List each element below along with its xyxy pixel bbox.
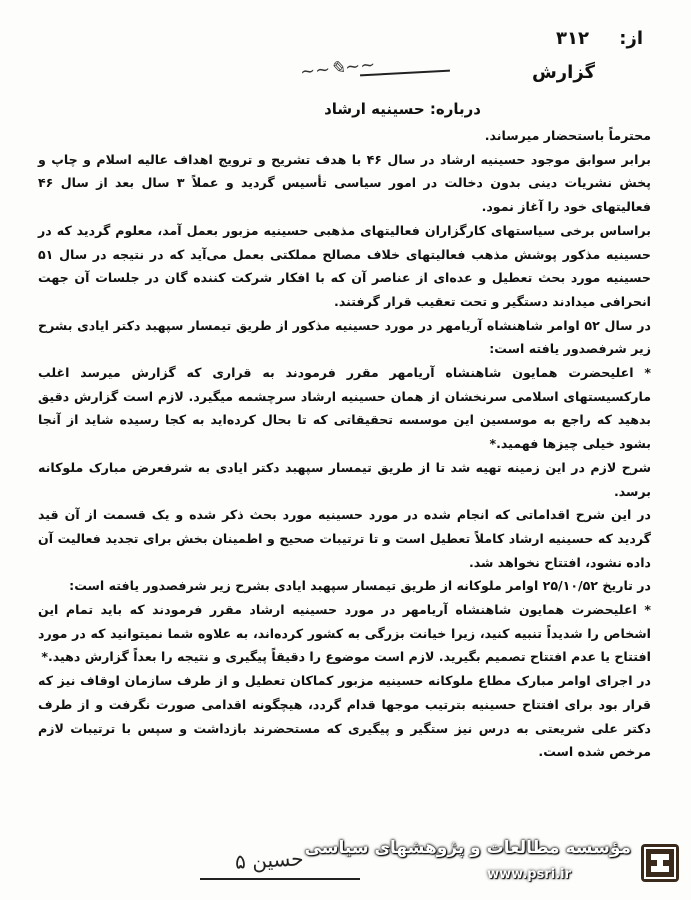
institute-logo-icon bbox=[641, 844, 679, 882]
watermark-url: www.psri.ir bbox=[487, 867, 571, 882]
subject-line: درباره: حسینیه ارشاد bbox=[324, 100, 481, 118]
header-from bbox=[556, 28, 643, 49]
paragraph: شرح لازم در این زمینه تهیه شد تا از طریق تیمسار سپهبد دکتر ایادی به شرفعرض مبارک ملوکانه برسد. bbox=[38, 459, 651, 499]
paragraph: براساس برخی سیاستهای کارگزاران فعالیتهای مذهبی حسینیه مزبور بعمل آمد، معلوم گردید که در حسینیه مذکور پوشش مذهب فعالیتهای خلاف مصالح مملکتی بعمل می‌آید که در نتیجه در سال ۵۱ حسینیه مورد بحث تعطیل و عده‌ای از عناصر آن که با افکار شرکت کننده گان در جلسات آن جهت انحرافی میدادند دستگیر و تحت تعقیب قرار گرفتند. bbox=[38, 222, 651, 309]
salutation: محترماً باستحضار میرساند. bbox=[484, 128, 651, 143]
paragraph: در اجرای اوامر مبارک مطاع ملوکانه حسینیه مزبور کماکان تعطیل و از طرف سازمان اوقاف نیز که قرار بود برای افتتاح حسینیه بترتیب موجها قدام گردد، هیچگونه اقدامی صورت نگرفت و از طرف دکتر علی شریعتی به درس نیز ستگیر و پیگیری که مستحضرند بازداشت و سپس با ترتیبات لازم مرخص شده است. bbox=[38, 673, 651, 760]
quote-paragraph: * اعلیحضرت همایون شاهنشاه آریامهر در مورد حسینیه ارشاد مقرر فرمودند که باید تمام این اشخاص را شدیداً تنبیه کنید، زیرا خیانت بزرگی به کشور کرده‌اند، به علاوه شما نمیتوانید که در مورد افتتاح یا عدم افتتاح تصمیم بگیرید. لازم است موضوع را دقیقاً پیگیری و نتیجه را بعداً گزارش دهید.* bbox=[38, 602, 651, 665]
from-label: از: bbox=[619, 28, 643, 49]
paragraph: در این شرح اقداماتی که انجام شده در مورد حسینیه مورد بحث ذکر شده و یک قسمت از آن قید گردید که حسینیه ارشاد کاملاً تعطیل است و تا ترتیبات صحیح و اطمینان بخش برای تجدید فعالیت آن داده نشود، افتتاح نخواهد شد. bbox=[38, 507, 651, 570]
from-number: ۳۱۲ bbox=[556, 28, 589, 49]
paragraph: در تاریخ ۲۵/۱۰/۵۲ اوامر ملوکانه از طریق تیمسار سپهبد ایادی بشرح زیر شرفصدور یافته است: bbox=[69, 578, 651, 594]
quote-paragraph: * اعلیحضرت همایون شاهنشاه آریامهر مقرر فرمودند به قراری که گزارش میرسد اغلب مارکسیستهای اسلامی سرنخشان از همان حسینیه ارشاد سرچشمه میگیرد. لازم است گزارش دقیق بدهید که راجع به موسسین این موسسه تحقیقاتی که تا بحال کرده‌اید به کجا رسیده شاید از آنجا بشود خیلی چیزها فهمید.* bbox=[38, 365, 651, 452]
handwritten-signature: ~~✎~~ bbox=[299, 54, 377, 83]
document-body bbox=[38, 124, 651, 764]
watermark-org-name: مؤسسه مطالعات و پژوهشهای سیاسی bbox=[304, 838, 631, 858]
paragraph: برابر سوابق موجود حسینیه ارشاد در سال ۴۶ با هدف تشریح و ترویج اهداف عالیه اسلام و چاپ و پخش نشریات دینی بدون دخالت در امور سیاسی تأسیس گردید و عملاً ۳ سال بعد از سال ۴۶ فعالیتهای خود را آغاز نمود. bbox=[38, 151, 651, 215]
document-title: گزارش bbox=[531, 62, 595, 83]
paragraph: در سال ۵۲ اوامر شاهنشاه آریامهر در مورد حسینیه مذکور از طریق تیمسار سپهبد دکتر ایادی بشرح زیر شرفصدور یافته است: bbox=[38, 317, 651, 357]
footer-signature: ﺣﺴﯿﻦ ۵ bbox=[234, 846, 305, 874]
footer-signature-line bbox=[200, 878, 360, 880]
